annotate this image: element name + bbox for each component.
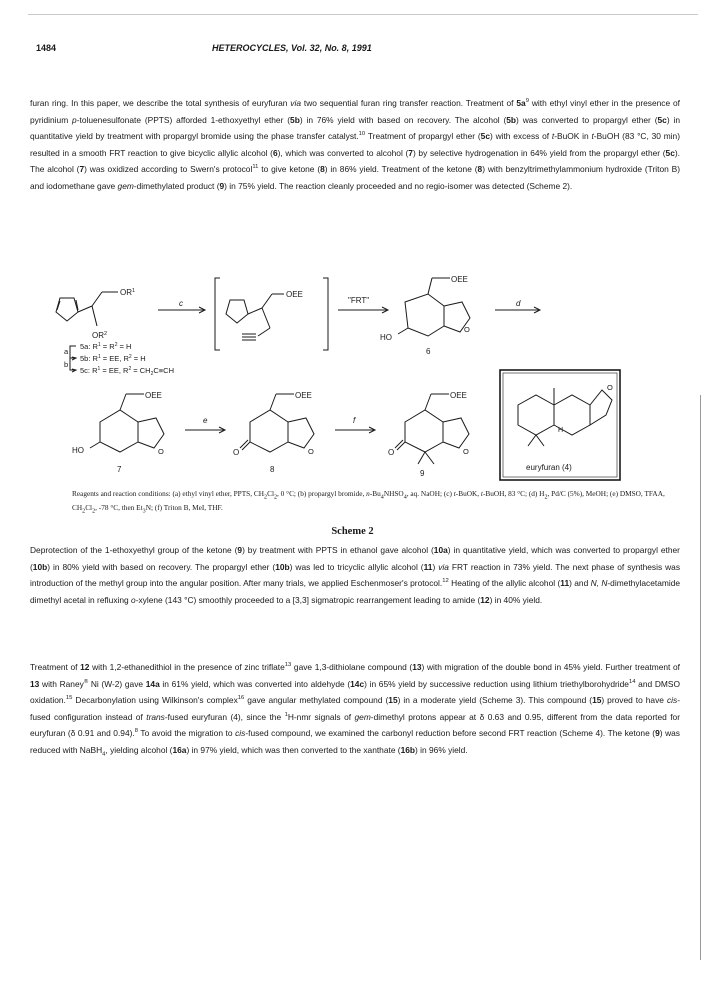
ring-8-cyclohexanone [250,410,288,452]
euryfuran-ring-c [590,390,612,425]
label-5a: 5a: $R^1 = R^2 = H$ [80,342,132,351]
bracket-right [323,278,328,350]
label-o-7: O [158,447,164,456]
paragraph-1: furan ring. In this paper, we describe the total synthesis of euryfuran via two sequential furan ring transfer reaction. Treatment of $5a^9$ with ethyl vinyl ether in the presence of pyridinium p-toluenesulfonate (PPTS) afforded 1-ethoxyethyl ether (5b) in 76% yield with based on recovery. The alcohol (5b) was converted to propargyl ether (5c) in quantitative yield by treatment with propargyl bromide using the phase transfer catalyst.$^{10}$ Treatment of propargyl ether (5c) with excess of t-BuOK in t-BuOH (83 °C, 30 min) resulted in a smooth FRT reaction to give bicyclic allylic alcohol (6), which was converted to alcohol (7) by selective hydrogenation in 64% yield from the propargyl ether (5c). The alcohol (7) was oxidized according to Swern's protocol$^{11}$ to give ketone (8) in 86% yield. Treatment of the ketone (8) with benzyltrimethylammonium hydroxide (Triton B) and iodomethane gave gem-dimethylated product (9) in 75% yield. The reaction cleanly proceeded and no regio-isomer was detected (Scheme 2). [30,98,681,191]
page-number: 1484 [36,43,57,53]
label-oee-9: OEE [450,391,467,400]
label-c: c [179,299,183,308]
label-o-6: O [464,325,470,334]
ring-8-furan [288,418,314,448]
compound-8-number: 8 [270,465,275,474]
label-5c: 5c: $R^1$ = EE, $R^2 = CH_2C\equiv CH$ [80,366,175,377]
compound-6-number: 6 [426,347,431,356]
label-or1: $OR^1$ [120,288,136,297]
label-ho-6: HO [380,333,392,342]
paragraph-3: Treatment of 12 with 1,2-ethanedithiol in the presence of zinc triflate$^{13}$ gave 1,3-dithiolane compound (13) with migration of the double bond in 45% yield. Further treatment of 13 with Raney® Ni (W-2) gave 14a in 61% yield, which was converted into aldehyde (14c) in 65% yield by successive reduction using lithium triethylborohydride$^{14}$ and DMSO oxidation.$^{15}$ Decarbonylation using Wilkinson's complex$^{16}$ gave angular methylated compound (15) in a moderate yield (Scheme 3). This compound (15) proved to have cis-fused configuration instead of trans-fused euryfuran (4), since the $^1$H-nmr signals of gem-dimethyl protons appear at δ 0.63 and 0.95, different from the data reported for euryfuran (δ 0.91 and 0.94).$^8$ To avoid the migration to cis-fused compound, we examined the carbonyl reduction before second FRT reaction (Scheme 4). The ketone (9) was reduced with NaBH$_4$, yielding alcohol (16a) in 97% yield, which was then converted to the xanthate (16b) in 96% yield. [30,662,680,758]
bracket-left [215,278,220,350]
ring-9-cyclohexanone [405,410,443,452]
top-rule [28,14,698,15]
ring-6-cyclohexene [405,294,444,336]
ring-7-furan [138,418,164,448]
label-b: b [64,360,69,369]
paragraph-2: Deprotection of the 1-ethoxyethyl group of the ketone (9) by treatment with PPTS in ethanol gave alcohol (10a) in quantitative yield, which was converted to propargyl ether (10b) in 80% yield with based on recovery. The propargyl ether (10b) was led to tricyclic allylic alcohol (11) via FRT reaction in 73% yield. The next phase of synthesis was introduction of the methyl group into the angular position. After many trials, we applied Eschenmoser's protocol.$^{12}$ Heating of the allylic alcohol (11) and N, N-dimethylacetamide dimethyl acetal in refluxing o-xylene (143 °C) smoothly proceeded to a [3,3] sigmatropic rearrangement leading to amide (12) in 40% yield. [30,545,681,605]
label-o-9: O [463,447,469,456]
furan-ring-5 [56,298,78,321]
euryfuran-label: euryfuran (4) [526,463,572,472]
ring-9-furan [443,418,469,448]
label-or2: $OR^2$ [92,331,108,340]
bracket-a [70,346,76,358]
compound-7-number: 7 [117,465,122,474]
page-edge-rule [700,395,701,960]
label-oee-6: OEE [451,275,468,284]
label-a: a [64,347,69,356]
journal-title: HETEROCYCLES, Vol. 32, No. 8, 1991 [212,43,372,53]
reagents-conditions: Reagents and reaction conditions: (a) ethyl vinyl ether, PPTS, $CH_2Cl_2$, 0 °C; (b) propargyl bromide, $n-Bu_4NHSO_4$, aq. NaOH; (c) t-BuOK, t-BuOH, 83 °C; (d) $H_2$, Pd/C (5%), MeOH; (e) DMSO, TFAA, $CH_2Cl_2$, -78 °C, then $Et_3N$; (f) Triton B, MeI, THF. [72,489,665,515]
label-f: f [353,416,356,425]
scheme-caption: Scheme 2 [331,526,374,537]
label-ketone-o-8: O [233,448,240,457]
label-o-8: O [308,447,314,456]
label-o-euryfuran: O [607,383,613,392]
ring-7-cyclohexane [100,410,138,452]
label-oee-int: OEE [286,290,303,299]
euryfuran-ring-a [518,395,554,435]
label-ketone-o-9: O [388,448,395,457]
label-frt: "FRT" [348,296,370,305]
label-oee-8: OEE [295,391,312,400]
page-header [36,43,676,59]
label-d: d [516,299,521,308]
label-e: e [203,416,208,425]
label-ho-7: HO [72,446,84,455]
compound-9-number: 9 [420,469,425,478]
label-h-euryfuran: H [558,427,564,434]
furan-ring-intermediate [226,300,248,323]
label-5b: 5b: $R^1$ = EE, $R^2 = H$ [80,354,146,363]
scheme-2-diagram [40,270,680,485]
label-oee-7: OEE [145,391,162,400]
